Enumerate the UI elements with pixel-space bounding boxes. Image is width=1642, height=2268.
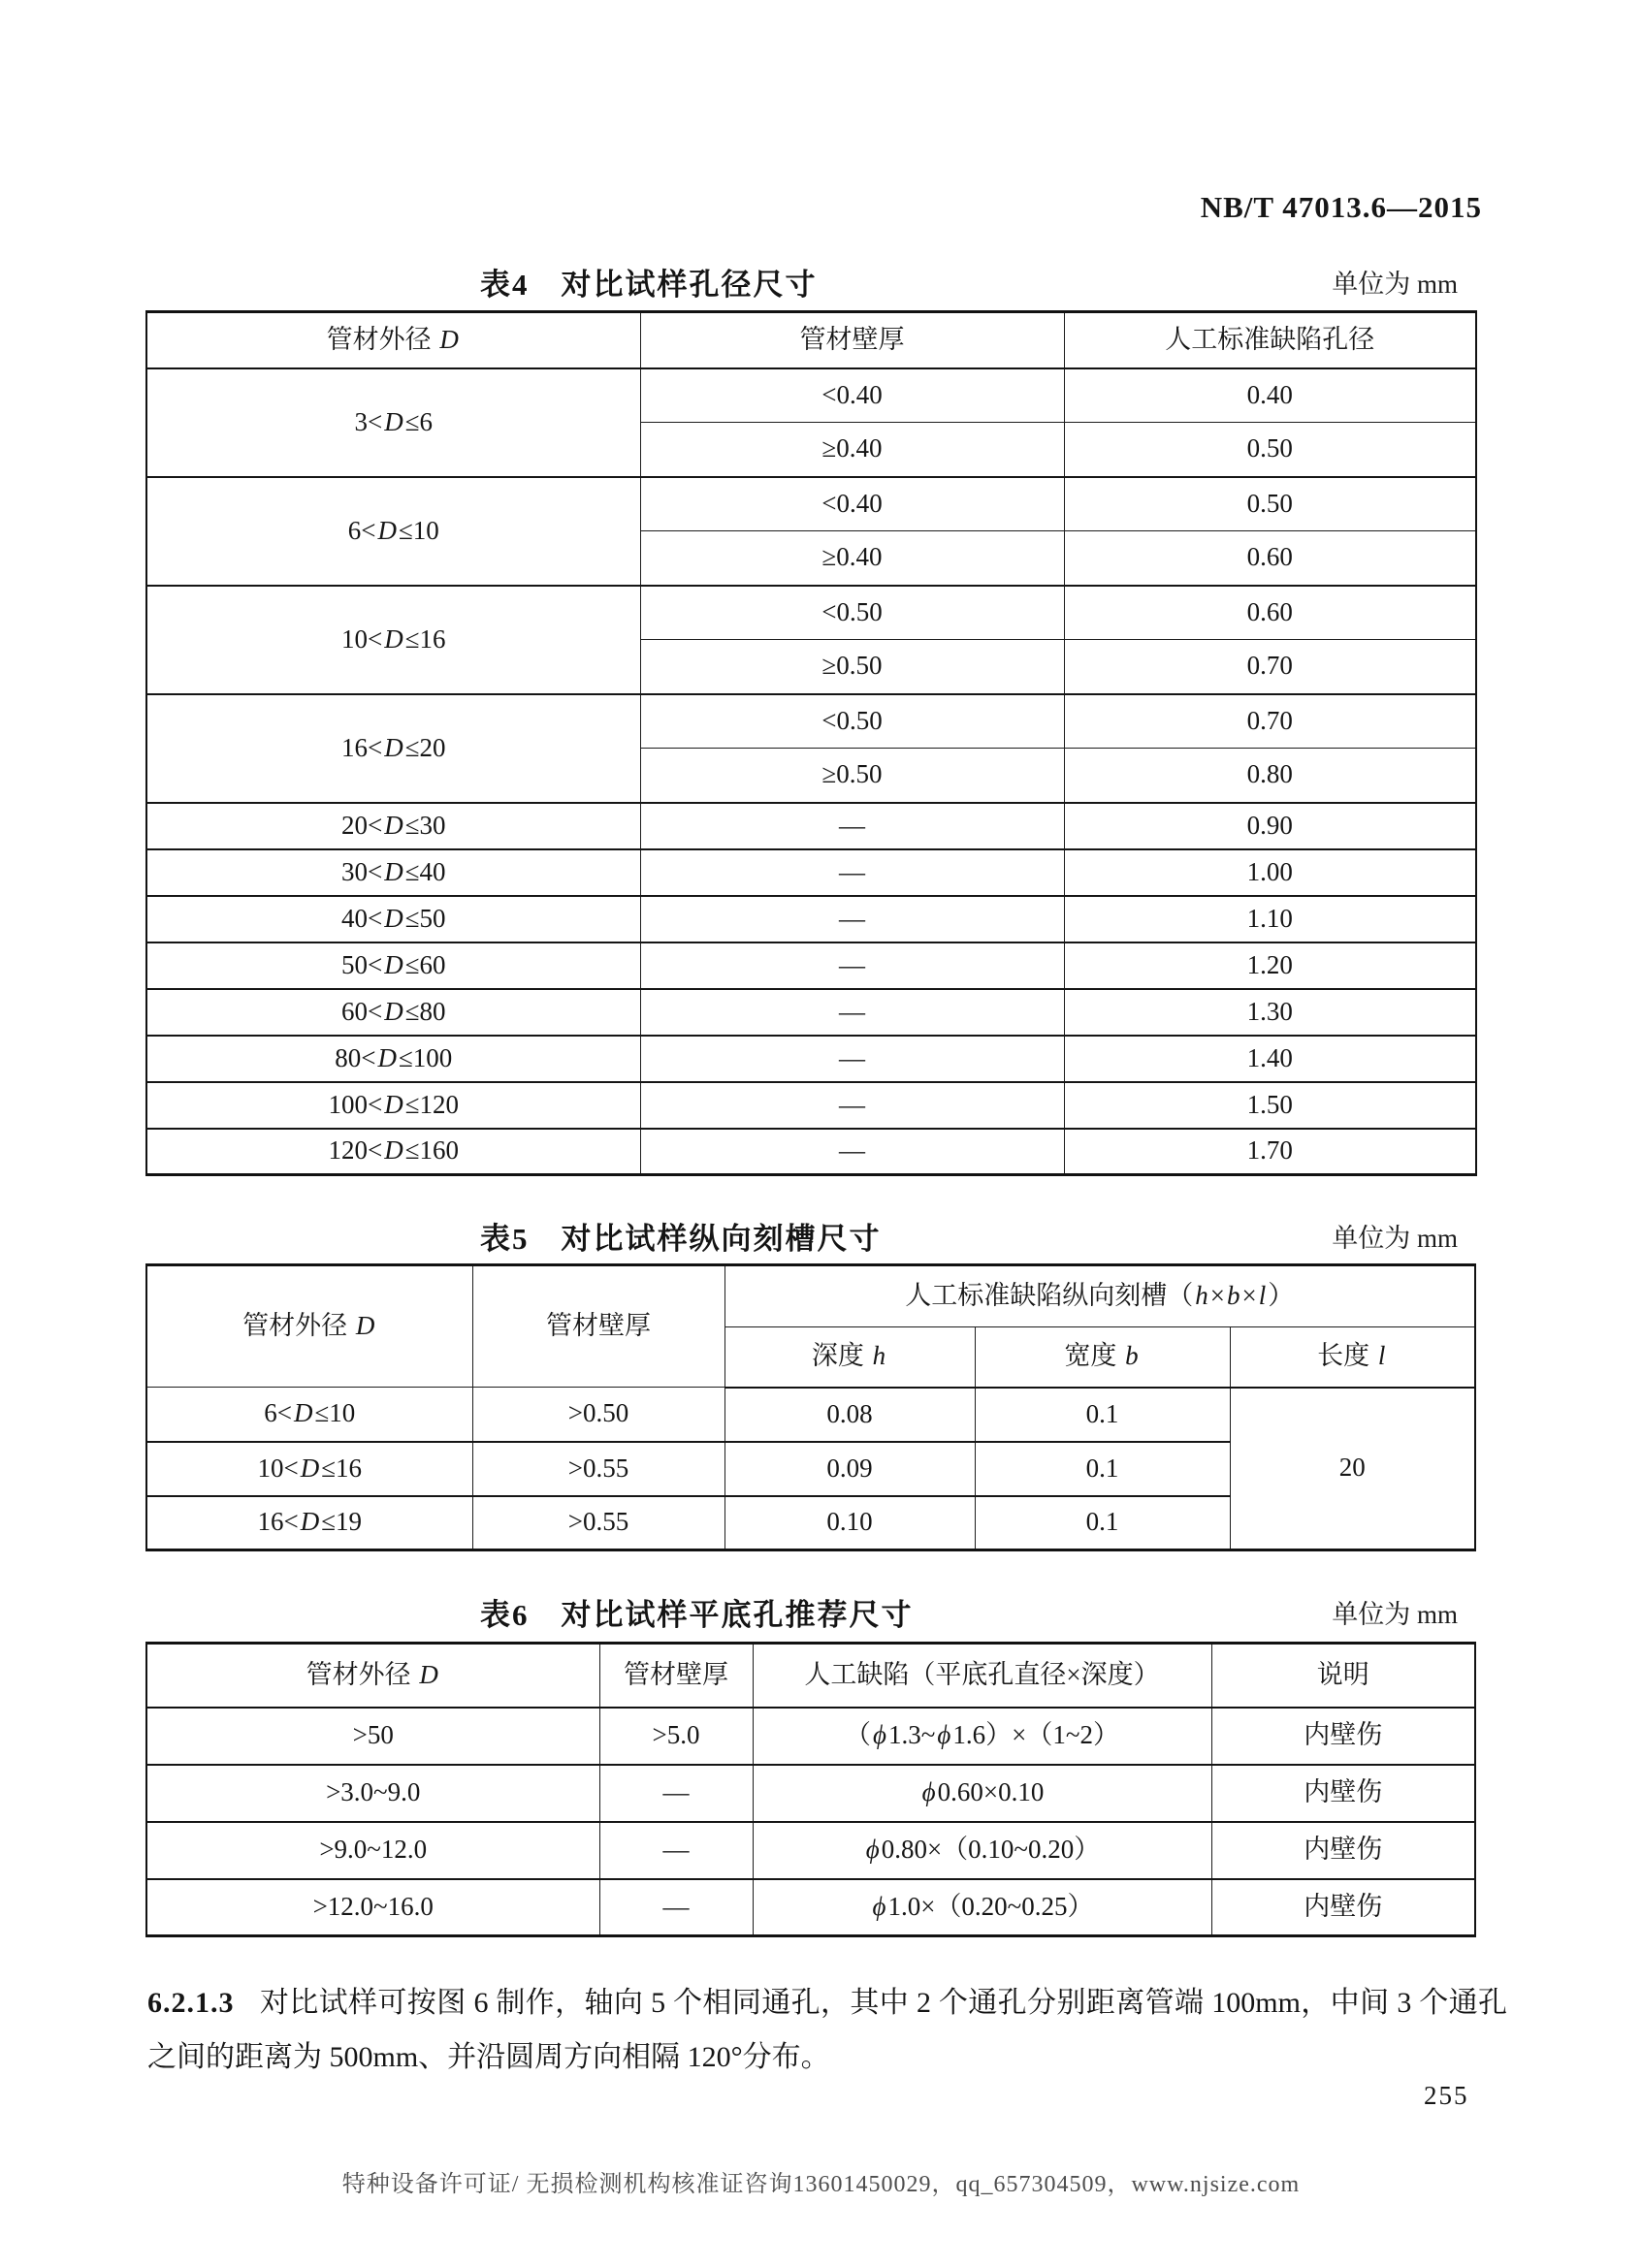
- table5-header-pipe-od: 管材外径 D: [146, 1265, 472, 1388]
- wall-thickness-cell: —: [599, 1822, 753, 1879]
- wall-thickness-cell: ≥0.50: [640, 640, 1064, 694]
- wall-thickness-cell: >0.50: [472, 1388, 724, 1442]
- defect-hole-diameter-cell: 0.50: [1064, 423, 1476, 477]
- table4-unit-label: 单位为 mm: [1332, 270, 1458, 299]
- wall-thickness-cell: ≥0.40: [640, 423, 1064, 477]
- wall-thickness-cell: —: [640, 1082, 1064, 1129]
- table5-header-notch-span: 人工标准缺陷纵向刻槽（h×b×l）: [724, 1265, 1475, 1327]
- table6-row: [146, 1708, 1475, 1765]
- pipe-od-range-cell: 50<D≤60: [146, 942, 640, 989]
- defect-hole-diameter-cell: 0.50: [1064, 477, 1476, 531]
- pipe-od-range-cell: 10<D≤16: [146, 1442, 472, 1496]
- wall-thickness-cell: —: [640, 942, 1064, 989]
- flat-bottom-hole-size-cell: ϕ0.60×0.10: [753, 1765, 1211, 1822]
- table6-flat-bottom-hole-table: [145, 1642, 1476, 1937]
- wall-thickness-cell: —: [599, 1879, 753, 1936]
- wall-thickness-cell: —: [640, 1129, 1064, 1175]
- pipe-od-range-cell: 60<D≤80: [146, 989, 640, 1036]
- wall-thickness-cell: —: [640, 989, 1064, 1036]
- pipe-od-range-cell: 80<D≤100: [146, 1036, 640, 1082]
- notch-depth-cell: 0.09: [724, 1442, 975, 1496]
- wall-thickness-cell: —: [599, 1765, 753, 1822]
- defect-hole-diameter-cell: 0.40: [1064, 368, 1476, 423]
- table4-header-row: [146, 312, 1476, 368]
- clause-6213-paragraph: [147, 1976, 1507, 2085]
- table6-header-row: [146, 1644, 1475, 1708]
- wall-thickness-cell: —: [640, 896, 1064, 942]
- table4-row: [146, 896, 1476, 942]
- table4-row: [146, 849, 1476, 896]
- clause-text: 对比试样可按图 6 制作，轴向 5 个相同通孔，其中 2 个通孔分别距离管端 100mm，中间 3 个通孔之间的距离为 500mm、并沿圆周方向相隔 120°分布。: [147, 1987, 1507, 2073]
- notch-width-cell: 0.1: [975, 1388, 1230, 1442]
- defect-hole-diameter-cell: 1.00: [1064, 849, 1476, 896]
- table4-header-pipe-od: 管材外径 D: [146, 312, 640, 368]
- wall-thickness-cell: ≥0.40: [640, 531, 1064, 586]
- defect-hole-diameter-cell: 0.60: [1064, 586, 1476, 640]
- wall-thickness-cell: >0.55: [472, 1496, 724, 1550]
- note-cell: 内壁伤: [1211, 1822, 1475, 1879]
- defect-hole-diameter-cell: 1.40: [1064, 1036, 1476, 1082]
- wall-thickness-cell: >0.55: [472, 1442, 724, 1496]
- table6-body: [146, 1708, 1475, 1936]
- table4-row: [146, 368, 1476, 423]
- notch-width-cell: 0.1: [975, 1496, 1230, 1550]
- wall-thickness-cell: —: [640, 1036, 1064, 1082]
- table4-title: 表4 对比试样孔径尺寸: [480, 268, 818, 302]
- notch-depth-cell: 0.10: [724, 1496, 975, 1550]
- table4-caption: [145, 260, 1475, 301]
- wall-thickness-cell: >5.0: [599, 1708, 753, 1765]
- table5-unit-label: 单位为 mm: [1332, 1224, 1458, 1253]
- wall-thickness-cell: <0.50: [640, 586, 1064, 640]
- table6-row: [146, 1765, 1475, 1822]
- pipe-od-range-cell: 40<D≤50: [146, 896, 640, 942]
- table4-header-wall-thickness: 管材壁厚: [640, 312, 1064, 368]
- pipe-od-range-cell: 16<D≤19: [146, 1496, 472, 1550]
- pipe-od-range-cell: 6<D≤10: [146, 1388, 472, 1442]
- note-cell: 内壁伤: [1211, 1879, 1475, 1936]
- wall-thickness-cell: —: [640, 803, 1064, 849]
- flat-bottom-hole-size-cell: （ϕ1.3~ϕ1.6）×（1~2）: [753, 1708, 1211, 1765]
- defect-hole-diameter-cell: 0.70: [1064, 640, 1476, 694]
- table5-header-row-1: [146, 1265, 1475, 1327]
- clause-number: 6.2.1.3: [147, 1987, 235, 2019]
- defect-hole-diameter-cell: 0.70: [1064, 694, 1476, 749]
- table4-hole-diameter-table: [145, 310, 1477, 1176]
- table6-row: [146, 1879, 1475, 1936]
- pipe-od-range-cell: 6<D≤10: [146, 477, 640, 586]
- table6-unit-label: 单位为 mm: [1332, 1600, 1458, 1629]
- note-cell: 内壁伤: [1211, 1708, 1475, 1765]
- defect-hole-diameter-cell: 0.60: [1064, 531, 1476, 586]
- table6-header-note: 说明: [1211, 1644, 1475, 1708]
- wall-thickness-cell: <0.40: [640, 368, 1064, 423]
- defect-hole-diameter-cell: 1.50: [1064, 1082, 1476, 1129]
- notch-depth-cell: 0.08: [724, 1388, 975, 1442]
- defect-hole-diameter-cell: 1.20: [1064, 942, 1476, 989]
- table4-row: [146, 694, 1476, 749]
- table5-row: [146, 1388, 1475, 1442]
- pipe-od-range-cell: 3<D≤6: [146, 368, 640, 477]
- wall-thickness-cell: ≥0.50: [640, 749, 1064, 803]
- wall-thickness-cell: —: [640, 849, 1064, 896]
- flat-bottom-hole-size-cell: ϕ1.0×（0.20~0.25）: [753, 1879, 1211, 1936]
- table5-caption: [145, 1214, 1475, 1255]
- table6-title: 表6 对比试样平底孔推荐尺寸: [480, 1598, 914, 1632]
- table4-row: [146, 989, 1476, 1036]
- table6-header-pipe-od: 管材外径 D: [146, 1644, 599, 1708]
- table4-row: [146, 1129, 1476, 1175]
- pipe-od-range-cell: 100<D≤120: [146, 1082, 640, 1129]
- standard-number: NB/T 47013.6—2015: [1200, 190, 1482, 224]
- table5-notch-table: [145, 1263, 1476, 1551]
- table4-header-defect-hole-diameter: 人工标准缺陷孔径: [1064, 312, 1476, 368]
- table4-row: [146, 1036, 1476, 1082]
- table5-header-depth: 深度 h: [724, 1327, 975, 1388]
- defect-hole-diameter-cell: 1.70: [1064, 1129, 1476, 1175]
- footer-watermark-text: 特种设备许可证/ 无损检测机构核准证咨询13601450029，qq_657304509，www.njsize.com: [341, 2172, 1301, 2197]
- defect-hole-diameter-cell: 0.80: [1064, 749, 1476, 803]
- defect-hole-diameter-cell: 1.30: [1064, 989, 1476, 1036]
- notch-width-cell: 0.1: [975, 1442, 1230, 1496]
- wall-thickness-cell: <0.40: [640, 477, 1064, 531]
- page-number: 255: [1424, 2081, 1469, 2110]
- pipe-od-range-cell: 120<D≤160: [146, 1129, 640, 1175]
- table4-row: [146, 942, 1476, 989]
- table5-header-width: 宽度 b: [975, 1327, 1230, 1388]
- wall-thickness-cell: <0.50: [640, 694, 1064, 749]
- pipe-od-range-cell: 16<D≤20: [146, 694, 640, 803]
- pipe-od-range-cell: >3.0~9.0: [146, 1765, 599, 1822]
- table6-header-wall-thickness: 管材壁厚: [599, 1644, 753, 1708]
- table4-row: [146, 477, 1476, 531]
- note-cell: 内壁伤: [1211, 1765, 1475, 1822]
- table6-row: [146, 1822, 1475, 1879]
- pipe-od-range-cell: >12.0~16.0: [146, 1879, 599, 1936]
- table5-header-wall-thickness: 管材壁厚: [472, 1265, 724, 1388]
- table4-body: [146, 368, 1476, 1175]
- table4-row: [146, 586, 1476, 640]
- pipe-od-range-cell: 10<D≤16: [146, 586, 640, 694]
- pipe-od-range-cell: 20<D≤30: [146, 803, 640, 849]
- pipe-od-range-cell: 30<D≤40: [146, 849, 640, 896]
- notch-length-cell: 20: [1230, 1388, 1475, 1550]
- flat-bottom-hole-size-cell: ϕ0.80×（0.10~0.20）: [753, 1822, 1211, 1879]
- table4-row: [146, 803, 1476, 849]
- table5-header-length: 长度 l: [1230, 1327, 1475, 1388]
- table5-title: 表5 对比试样纵向刻槽尺寸: [480, 1222, 882, 1256]
- pipe-od-range-cell: >50: [146, 1708, 599, 1765]
- table6-caption: [145, 1590, 1475, 1631]
- table4-row: [146, 1082, 1476, 1129]
- table6-header-defect: 人工缺陷（平底孔直径×深度）: [753, 1644, 1211, 1708]
- table5-body: [146, 1388, 1475, 1550]
- defect-hole-diameter-cell: 1.10: [1064, 896, 1476, 942]
- pipe-od-range-cell: >9.0~12.0: [146, 1822, 599, 1879]
- defect-hole-diameter-cell: 0.90: [1064, 803, 1476, 849]
